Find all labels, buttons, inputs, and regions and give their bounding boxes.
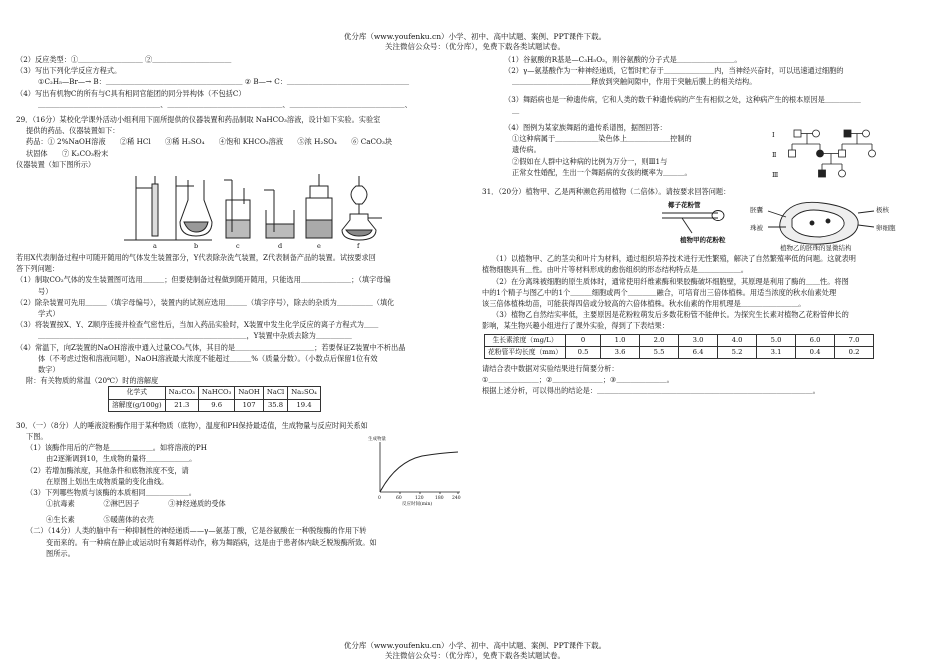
apparatus-label-c: c (236, 242, 240, 251)
table-cell: 3.0 (679, 334, 718, 346)
text-line: 仪器装置（如下图所示） (16, 159, 96, 169)
plant-figure (482, 197, 934, 253)
table-cell: 5.0 (757, 334, 796, 346)
table-row (485, 334, 874, 346)
left-column (16, 54, 468, 559)
text-line: 数字） (38, 365, 60, 375)
text-line: （3）植物乙自然结实率低，主要原因是花粉粒萌发后多数花粉管不能伸长。为探究生长素对植物乙花粉管伸长的 (492, 310, 849, 320)
graph-tick: 60 (396, 496, 402, 502)
text-line: 正常女性婚配，生出一个舞蹈病的女孩的概率为＿＿＿。 (512, 167, 692, 177)
figure-caption-ovule: 植物乙的胚珠的显微结构 (780, 244, 852, 253)
text-line: 学式） (38, 309, 60, 319)
text-line: （二）（14分）人类的脑中有一种抑制性的神经递质——γ—氨基丁酸，它是谷氨酸在一种脱羧酶的作用下转 (26, 526, 367, 536)
figure-label-integument: 珠被 (750, 224, 763, 233)
text-line: 变而来的。有一种病在静止或运动时有舞蹈样动作，称为舞蹈病，这是由于患者体内缺乏脱羧酶所致。如 (46, 537, 377, 547)
apparatus-label-a: a (153, 242, 157, 251)
table-cell: 3.6 (601, 346, 640, 358)
text-line: （1）谷氨酸的R基是—C₃H₅O₂，则谷氨酸的分子式是＿＿＿＿＿＿＿＿。 (504, 55, 742, 64)
table-cell: 19.4 (288, 399, 321, 411)
text-line: 影响，某生物兴趣小组进行了课外实验，得到了下表结果： (482, 321, 669, 331)
page-footer (0, 641, 950, 661)
page-header (0, 32, 950, 52)
text-line: ①抗毒素 ②淋巴因子 ③神经递质的受体 (46, 499, 226, 509)
text-line: 下图。 (26, 432, 48, 442)
text-line: （3）舞蹈病也是一种遗传病，它和人类的数千种遗传病的产生有相似之处，这种病产生的根本原因是＿＿＿＿＿ (504, 94, 861, 104)
text-line: 药品：① 2%NaOH溶液 ②稀 HCl ③稀 H₂SO₄ ④饱和 KHCO₃溶液 ⑤浓 H₂SO₄ ⑥ CaCO₃块 (26, 137, 393, 147)
text-line: ②假如在人群中这种病的比例为万分一，则Ⅲ1与 (512, 156, 668, 166)
pedigree-chart (772, 126, 892, 186)
question-31-title: 31．（20分）植物甲、乙是两种濒危药用植物（二倍体）。请按要求回答问题： (482, 187, 731, 197)
text-line: 在原图上划出生成物质量的变化曲线。 (46, 476, 169, 486)
header-line-1: 优分库（www.youfenku.cn）小学、初中、高中试题、案例、PPT课件下载。 (343, 32, 607, 41)
table-cell: 3.1 (757, 346, 796, 358)
graph-tick: 180 (435, 496, 444, 502)
question-30-title: 30．（一）（8分）人的唾液淀粉酶作用于某种物质（底物），温度和PH保持最适值，生成物量与反应时间关系如 (16, 420, 368, 430)
table-cell: NaHCO₃ (198, 387, 234, 399)
figure-label-embryo-sac: 胚囊 (750, 206, 763, 215)
table-cell: 4.0 (718, 334, 757, 346)
text-line: ＿＿＿＿＿＿＿＿＿＿＿＿＿＿＿＿＿、＿＿＿＿＿＿＿＿＿＿＿＿＿＿＿＿、＿＿＿＿＿＿＿＿＿＿＿＿＿＿＿＿、 (38, 99, 412, 109)
graph-tick: 0 (378, 496, 381, 502)
table-cell: 9.6 (198, 399, 234, 411)
text-line: （2）反应类型：①＿＿＿＿＿＿＿＿＿ ②＿＿＿＿＿＿＿＿＿＿＿ (16, 55, 232, 64)
apparatus-label-b: b (194, 242, 199, 251)
table-cell: 5.2 (718, 346, 757, 358)
graph-tick: 120 (415, 496, 424, 502)
table-cell: 溶解度(g/100g) (109, 399, 166, 411)
table-cell: 5.5 (640, 346, 679, 358)
text-line: ④生长素 ⑤暖菌体的衣壳 (46, 515, 154, 525)
text-line: 植物细胞具有＿性。由叶片等材料形成的愈伤组织的形态结构特点是＿＿＿＿＿＿。 (482, 265, 748, 275)
text-line: ①这种病属于＿＿＿＿＿＿染色体上＿＿＿＿＿＿控制的 (512, 134, 692, 144)
graph-tick: 240 (452, 496, 461, 502)
figure-label-egg-cell: 卵细胞 (876, 224, 896, 233)
text-line: （4）写出有机物C的所有与C具有相同官能团的同分异构体（不包括C） (16, 88, 246, 98)
pedigree-block (482, 122, 934, 186)
text-line: 根据上述分析，可以得出的结论是：＿＿＿＿＿＿＿＿＿＿＿＿＿＿＿＿＿＿＿＿＿＿＿＿＿＿＿＿＿＿。 (482, 386, 820, 396)
graph-x-label: 反应时间(min) (402, 502, 433, 508)
text-line: ＿ (512, 105, 520, 115)
right-column (482, 54, 934, 397)
text-line: 附：有关物质的常温（20℃）时的溶解度 (26, 376, 159, 386)
table-cell: 0 (566, 334, 601, 346)
text-line: （2）除杂装置可先用＿＿＿（填字母编号），装置内的试剂应选用＿＿＿（填字序号），除去的杂质为＿＿＿＿＿（填化 (16, 297, 395, 307)
text-line: （2）在分离珠被细胞的原生质体时，通常使用纤维素酶和果胶酶破坏细胞壁，其原理是利用了酶的＿＿性。将图 (492, 276, 849, 286)
text-line: 状固体 ⑦ K₂CO₃粉末 (26, 148, 109, 158)
pedigree-drawing (772, 126, 892, 186)
enzyme-graph (366, 436, 464, 514)
text-line: 图所示。 (46, 548, 75, 558)
table-cell: NaOH (235, 387, 264, 399)
table-cell: 35.8 (263, 399, 287, 411)
table-cell: 0.4 (796, 346, 835, 358)
text-line: 中的1个精子与图乙中的1个＿＿＿细胞或两个＿＿＿＿融合，可培育出三倍体植株。用适当浓度的秋水仙素处理 (482, 287, 837, 297)
text-line: （1）以植物甲、乙的茎尖和叶片为材料，通过组织培养技术进行无性繁殖，解决了自然繁殖率低的问题。这就表明 (492, 254, 856, 264)
text-line: 遗传病。 (512, 145, 541, 155)
table-cell: 2.0 (640, 334, 679, 346)
text-line: ①＿＿＿＿＿＿＿；②＿＿＿＿＿＿＿；③＿＿＿＿＿＿＿。 (482, 375, 674, 385)
footer-line-1: 优分库（www.youfenku.cn）小学、初中、高中试题、案例、PPT课件下载。 (343, 641, 607, 650)
footer-line-2: 关注微信公众号：（优分库），免费下载各类试题试卷。 (385, 651, 565, 660)
apparatus-drawing (16, 170, 468, 252)
text-line: 请结合表中数据对实验结果进行简要分析： (482, 364, 619, 374)
text-line: ①C₂H₅—Br—→ B：＿＿＿＿＿＿＿＿＿＿＿＿＿＿＿＿＿＿＿ ② B—→ C：＿＿＿＿＿＿＿＿＿＿＿＿＿＿＿＿＿ (38, 77, 410, 87)
text-line: （2）若增加酶浓度，其他条件和底物浓度不变，请 (26, 465, 189, 475)
table-cell: 化学式 (109, 387, 166, 399)
figure-label-tube: 椰子花粉管 (668, 201, 701, 210)
table-row (109, 399, 321, 411)
table-cell: 6.4 (679, 346, 718, 358)
text-line: （3）将装置按X、Y、Z顺序连接并检查气密性后，当加入药品实验时，X装置中发生化学反应的离子方程式为＿＿ (16, 320, 379, 330)
apparatus-figure (16, 170, 468, 252)
text-line: （3）写出下列化学反应方程式。 (16, 66, 122, 76)
table-cell: 21.3 (165, 399, 198, 411)
table-cell: 花粉管平均长度（mm） (485, 346, 566, 358)
table-row (485, 346, 874, 358)
table-cell: Na₂CO₃ (165, 387, 198, 399)
text-line: 该三倍体植株幼苗，可能获得四倍或分较高的六倍体植株。秋水仙素的作用机理是＿＿＿＿＿＿＿＿。 (482, 299, 806, 309)
table-cell: Na₂SO₄ (288, 387, 321, 399)
text-line: （4）图例为某家族舞蹈的遗传系谱图，据图回答： (504, 123, 667, 133)
text-line: ＿＿＿＿＿＿＿＿＿＿＿释放到突触间隙中，作用于突触后膜上的相关结构。 (512, 77, 757, 87)
text-line: （3）下列哪些物质与该酶的本质相同＿＿＿＿＿＿。 (26, 488, 196, 498)
solubility-table (108, 386, 321, 411)
table-cell: 0.2 (835, 346, 874, 358)
question-29-title: 29．（16分）某校化学课外活动小组利用下面所提供的仪器装置和药品制取 NaHCO₃溶液，设计如下实验。实验室 (16, 115, 381, 125)
text-line: （1）该酶作用后的产物是＿＿＿＿＿＿。如将溶液的PH (26, 443, 207, 453)
text-line: ＿＿＿＿＿＿＿＿＿＿＿＿＿＿＿＿＿＿＿＿＿＿＿＿＿＿＿＿＿，Y装置中杂质去除为＿＿＿＿＿ (38, 331, 352, 341)
table-cell: NaCl (263, 387, 287, 399)
text-line: 答下列问题： (16, 264, 60, 274)
table-cell: 0.5 (566, 346, 601, 358)
table-cell: 1.0 (601, 334, 640, 346)
generation-label: Ⅰ (772, 131, 775, 140)
text-line: （2）γ—氨基酸作为一种神经递质，它暂时贮存于＿＿＿＿＿＿＿内，当神经兴奋时，可以迅速通过细胞的 (504, 66, 844, 76)
apparatus-label-e: e (317, 242, 321, 251)
generation-label: Ⅲ (772, 171, 779, 180)
table-cell: 107 (235, 399, 264, 411)
table-cell: 6.0 (796, 334, 835, 346)
header-line-2: 关注微信公众号：（优分库），免费下载各类试题试卷。 (385, 42, 565, 51)
auxin-table (484, 334, 874, 359)
apparatus-label-d: d (278, 242, 283, 251)
text-line: 提供的药品、仪器装置如下： (26, 126, 120, 136)
text-line: （4）常温下，向Z装置的NaOH溶液中通入过量CO₂气体，其目的是＿＿＿＿＿＿＿＿＿＿＿；若要保证Z装置中不析出晶 (16, 342, 406, 352)
figure-label-polar-nucleus: 极核 (876, 206, 889, 215)
text-line: 号） (38, 286, 53, 296)
graph-y-label: 生成物量 (368, 437, 386, 443)
text-line: 若用X代表制备过程中可随开随用的气体发生装置部分，Y代表除杂洗气装置，Z代表制备产品的装置。试按要求回 (16, 253, 376, 263)
text-line: 由2逐渐调到10，生成物的量将＿＿＿＿＿＿。 (46, 454, 197, 464)
table-cell: 7.0 (835, 334, 874, 346)
figure-label-pollen: 植物甲的花粉粒 (680, 236, 726, 245)
text-line: 体（不考虑过饱和溶液问题），NaOH溶液最大浓度不能超过＿＿＿%（质量分数）。（小数点后保留1位有效 (38, 353, 378, 363)
text-line: （1）制取CO₂气体的发生装置图可选用＿＿＿；但要使制备过程做到随开随用，只能选用＿＿＿＿＿＿＿；（填字母编 (16, 275, 391, 285)
table-row (109, 387, 321, 399)
table-cell: 生长素浓度（mg/L） (485, 334, 566, 346)
apparatus-label-f: f (357, 242, 360, 251)
generation-label: Ⅱ (772, 151, 777, 160)
